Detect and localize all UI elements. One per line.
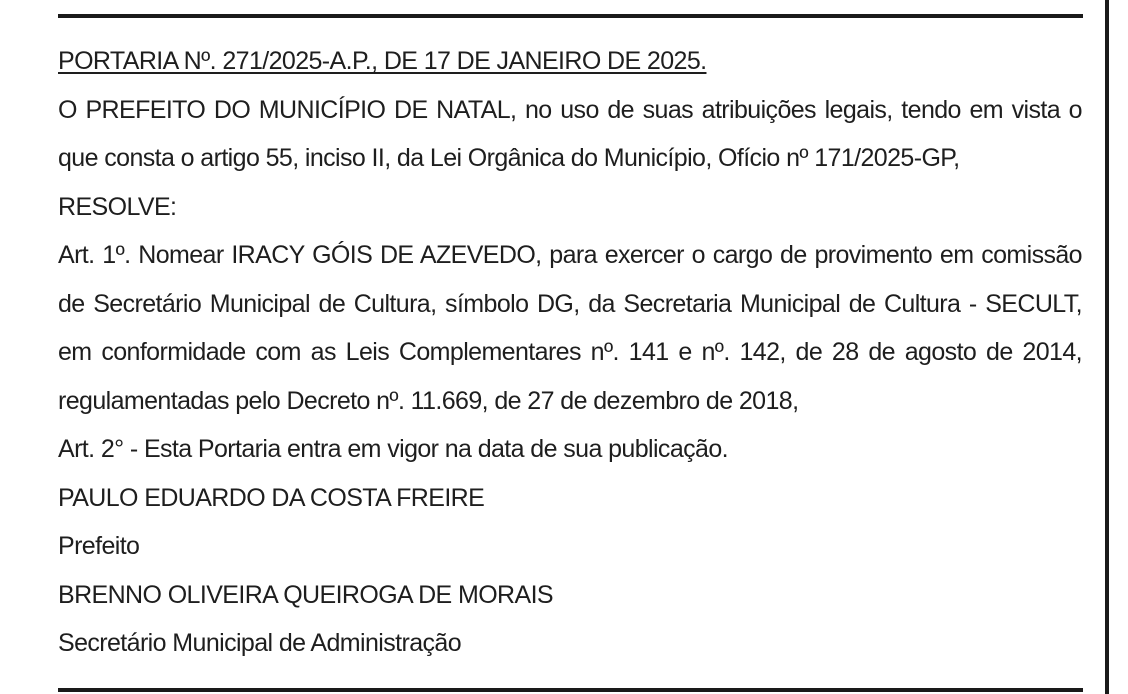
top-rule [58,14,1083,18]
signatory-1-role: Prefeito [58,532,140,560]
signatory-2-name: BRENNO OLIVEIRA QUEIROGA DE MORAIS [58,580,553,609]
portaria-document [58,37,1082,668]
document-title: PORTARIA Nº. 271/2025-A.P., DE 17 DE JANEIRO DE 2025. [58,47,707,75]
resolve-heading: RESOLVE: [58,192,177,221]
signatory-1-name: PAULO EDUARDO DA COSTA FREIRE [58,483,485,512]
signatory-2-role: Secretário Municipal de Administração [58,629,462,657]
preamble-paragraph: O PREFEITO DO MUNICÍPIO DE NATAL, no uso de suas atribuições legais, tendo em vista o que consta o artigo 55, inciso II, da Lei Orgânica do Município, Ofício nº 171/2025-GP, [58,95,1082,172]
bottom-rule [58,688,1083,692]
article-2-paragraph: Art. 2° - Esta Portaria entra em vigor na data de sua publicação. [58,435,728,463]
right-border [1105,0,1109,694]
article-1-paragraph: Art. 1º. Nomear IRACY GÓIS DE AZEVEDO, para exercer o cargo de provimento em comissão de Secretário Municipal de Cultura, símbolo DG, da Secretaria Municipal de Cultura - SECULT, em conformidade com as Leis Complementares nº. 141 e nº. 142, de 28 de agosto de 2014, regulamentadas pelo Decreto nº. 11.669, de 27 de dezembro de 2018, [58,241,1082,415]
